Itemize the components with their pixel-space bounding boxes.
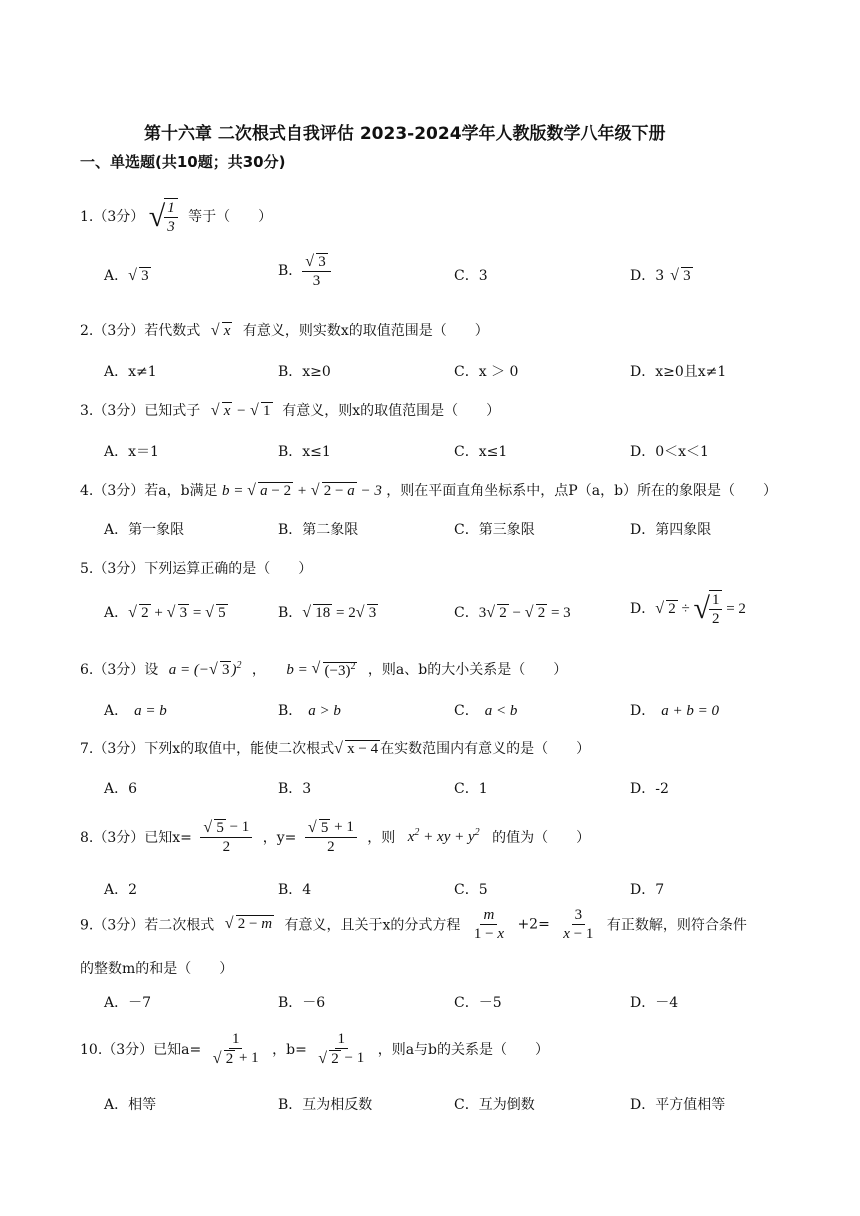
sqrt-x: √ x	[211, 323, 233, 340]
q7-option-a: A．6	[104, 781, 138, 797]
q7-option-c: C．1	[454, 781, 488, 797]
q4-option-b: B．第二象限	[278, 522, 359, 538]
question-9: 9.（3分）若二次根式 √ 2 − m 有意义，且关于x的分式方程 $\frac{m}{1 - x}$ +2= $\frac{3}{x - 1}$ 有正数解，则符合条件	[80, 906, 747, 943]
q5-option-c: C．3√ 2 − √ 2 = 3	[454, 602, 571, 622]
q10-option-c: C．互为倒数	[454, 1097, 535, 1113]
q6-option-d: D． a + b = 0	[630, 703, 719, 719]
q3-option-d: D．0＜x＜1	[630, 444, 709, 460]
question-5: 5.（3分）下列运算正确的是（ ）	[80, 561, 313, 577]
q10-option-a: A．相等	[104, 1097, 157, 1113]
q2-option-b: B．x≥0	[278, 364, 331, 380]
q1-option-c: C．3	[454, 268, 488, 284]
question-1-stem: 等于（ ）	[188, 209, 273, 225]
q2-option-a: A．x≠1	[104, 364, 157, 380]
sqrt-one-third: √ $\frac{1}{3}$	[149, 198, 178, 236]
question-3: 3.（3分）已知式子 √ x − √ 1 有意义，则x的取值范围是（ ）	[80, 400, 500, 420]
q8-option-c: C．5	[454, 882, 488, 898]
q7-option-d: D．-2	[630, 781, 669, 797]
equation-b: b = √ a − 2 + √ 2 − a − 3	[222, 483, 382, 499]
q8-option-b: B．4	[278, 882, 312, 898]
page-title: 第十六章 二次根式自我评估 2023-2024学年人教版数学八年级下册	[144, 124, 666, 144]
radical-expression: √ x − √ 1	[211, 403, 277, 419]
q6-option-c: C． a < b	[454, 703, 518, 719]
question-2: 2.（3分）若代数式 √ x 有意义，则实数x的取值范围是（ ）	[80, 320, 489, 340]
question-1	[80, 198, 272, 236]
q3-option-b: B．x≤1	[278, 444, 331, 460]
q4-option-d: D．第四象限	[630, 522, 712, 538]
q9-option-b: B．－6	[278, 995, 326, 1011]
question-8: 8.（3分）已知x= √ $\frac{5 - 1}{2}$ ，y= √ $\frac{5 + 1}{2}$ ，则 $x^2$ + xy + $y^2$ 的值为（ ）	[80, 818, 590, 856]
q8-option-d: D．7	[630, 882, 665, 898]
q7-option-b: B．3	[278, 781, 312, 797]
q3-option-c: C．x≤1	[454, 444, 508, 460]
q6-option-b: B． a > b	[278, 703, 341, 719]
q9-option-d: D．－4	[630, 995, 679, 1011]
q1-option-a: A．√ 3	[104, 265, 151, 285]
q4-option-a: A．第一象限	[104, 522, 185, 538]
question-1-prefix: 1.（3分）	[80, 209, 145, 225]
q5-option-d: D．√ 2 ÷ √ $\frac{1}{2}$ = 2	[630, 590, 746, 628]
q5-option-a: A．√ 2 + √ 3 = √ 5	[104, 602, 228, 622]
q1-option-b: B． √ $\frac{3}{3}$	[278, 252, 331, 290]
question-7: 7.（3分）下列x的取值中，能使二次根式√ x − 4 在实数范围内有意义的是（ ）	[80, 738, 590, 758]
q9-option-a: A．－7	[104, 995, 152, 1011]
q6-option-a: A． a = b	[104, 703, 167, 719]
q10-option-b: B．互为相反数	[278, 1097, 373, 1113]
question-6: 6.（3分）设 a = (−√ 3 )$^2$ ， b = √ $(-3)^2$ ，则a、b的大小关系是（ ）	[80, 659, 567, 680]
q5-option-b: B．√ 18 = 2√ 3	[278, 602, 378, 622]
q3-option-a: A．x＝1	[104, 444, 159, 460]
question-9-line-2: 的整数m的和是（ ）	[80, 961, 234, 977]
question-4: 4.（3分）若a，b满足 b = √ a − 2 + √ 2 − a − 3 ，则在平面直角坐标系中，点P（a，b）所在的象限是（ ）	[80, 480, 777, 500]
q10-option-d: D．平方值相等	[630, 1097, 726, 1113]
q2-option-d: D．x≥0且x≠1	[630, 364, 727, 380]
q8-option-a: A．2	[104, 882, 138, 898]
q9-option-c: C．－5	[454, 995, 502, 1011]
section-heading: 一、单选题(共10题；共30分)	[80, 153, 286, 171]
q2-option-c: C．x ＞ 0	[454, 364, 519, 380]
q1-option-d: D．3√ 3	[630, 265, 693, 285]
q4-option-c: C．第三象限	[454, 522, 535, 538]
question-10: 10.（3分）已知a= 1 √ 2 + 1 ，b= 1 √ 2 − 1 ，则a与b的关系是（ ）	[80, 1030, 549, 1068]
